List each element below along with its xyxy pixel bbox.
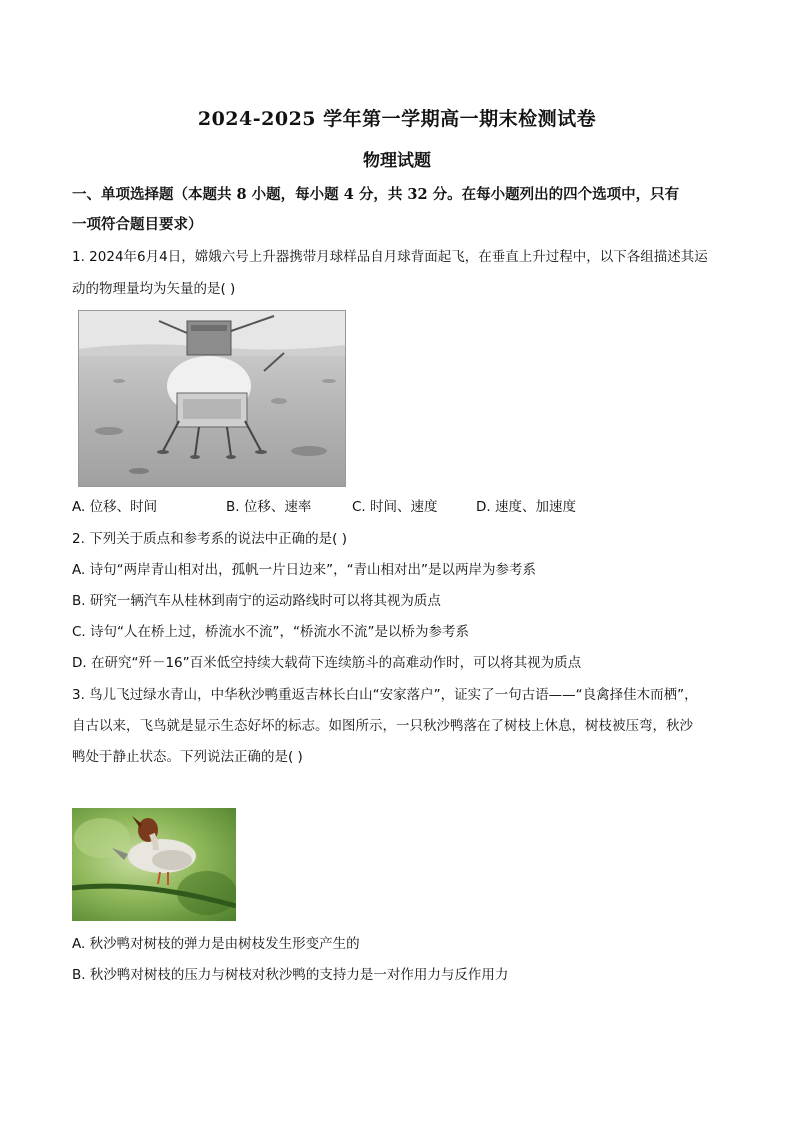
q3-stem-line1: 3. 鸟儿飞过绿水青山，中华秋沙鸭重返吉林长白山“安家落户”，证实了一句古语——“良禽择佳木而栖”， <box>72 687 698 703</box>
section-heading <box>72 180 732 240</box>
exam-subtitle: 物理试题 <box>363 151 431 171</box>
section-heading-line1: 一、单项选择题（本题共 8 小题，每小题 4 分，共 32 分。在每小题列出的四个选项中，只有 <box>72 186 680 203</box>
q2-option-c[interactable]: C. 诗句“人在桥上过，桥流水不流”，“桥流水不流”是以桥为参考系 <box>72 624 469 640</box>
q2-option-a[interactable]: A. 诗句“两岸青山相对出，孤帆一片日边来”，“青山相对出”是以两岸为参考系 <box>72 562 537 578</box>
q3-stem-line3: 鸭处于静止状态。下列说法正确的是( ) <box>72 749 303 765</box>
q2-option-b[interactable]: B. 研究一辆汽车从桂林到南宁的运动路线时可以将其视为质点 <box>72 593 441 609</box>
q1-option-b[interactable]: B. 位移、速率 <box>226 499 312 515</box>
q3-stem-line2: 自古以来，飞鸟就是显示生态好坏的标志。如图所示，一只秋沙鸭落在了树枝上休息，树枝被压弯，秋沙 <box>72 718 693 734</box>
duck-on-branch-illustration <box>72 808 236 921</box>
lunar-lander-illustration <box>79 311 345 486</box>
q3-option-a[interactable]: A. 秋沙鸭对树枝的弹力是由树枝发生形变产生的 <box>72 936 360 952</box>
q3-option-b[interactable]: B. 秋沙鸭对树枝的压力与树枝对秋沙鸭的支持力是一对作用力与反作用力 <box>72 967 509 983</box>
merganser-duck-image <box>72 808 236 921</box>
q1-option-a[interactable]: A. 位移、时间 <box>72 499 158 515</box>
q1-stem-line2: 动的物理量均为矢量的是( ) <box>72 281 236 297</box>
q1-option-d[interactable]: D. 速度、加速度 <box>476 499 576 515</box>
q1-option-c[interactable]: C. 时间、速度 <box>352 499 438 515</box>
exam-title: 2024-2025 学年第一学期高一期末检测试卷 <box>197 108 597 130</box>
q2-option-d[interactable]: D. 在研究“歼－16”百米低空持续大载荷下连续筋斗的高难动作时，可以将其视为质点 <box>72 655 582 671</box>
lunar-lander-image <box>78 310 346 487</box>
section-heading-line2: 一项符合题目要求） <box>72 216 203 233</box>
q1-stem-line1: 1. 2024年6月4日，嫦娥六号上升器携带月球样品自月球背面起飞，在垂直上升过程中，以下各组描述其运 <box>72 249 708 265</box>
q2-stem: 2. 下列关于质点和参考系的说法中正确的是( ) <box>72 531 347 547</box>
